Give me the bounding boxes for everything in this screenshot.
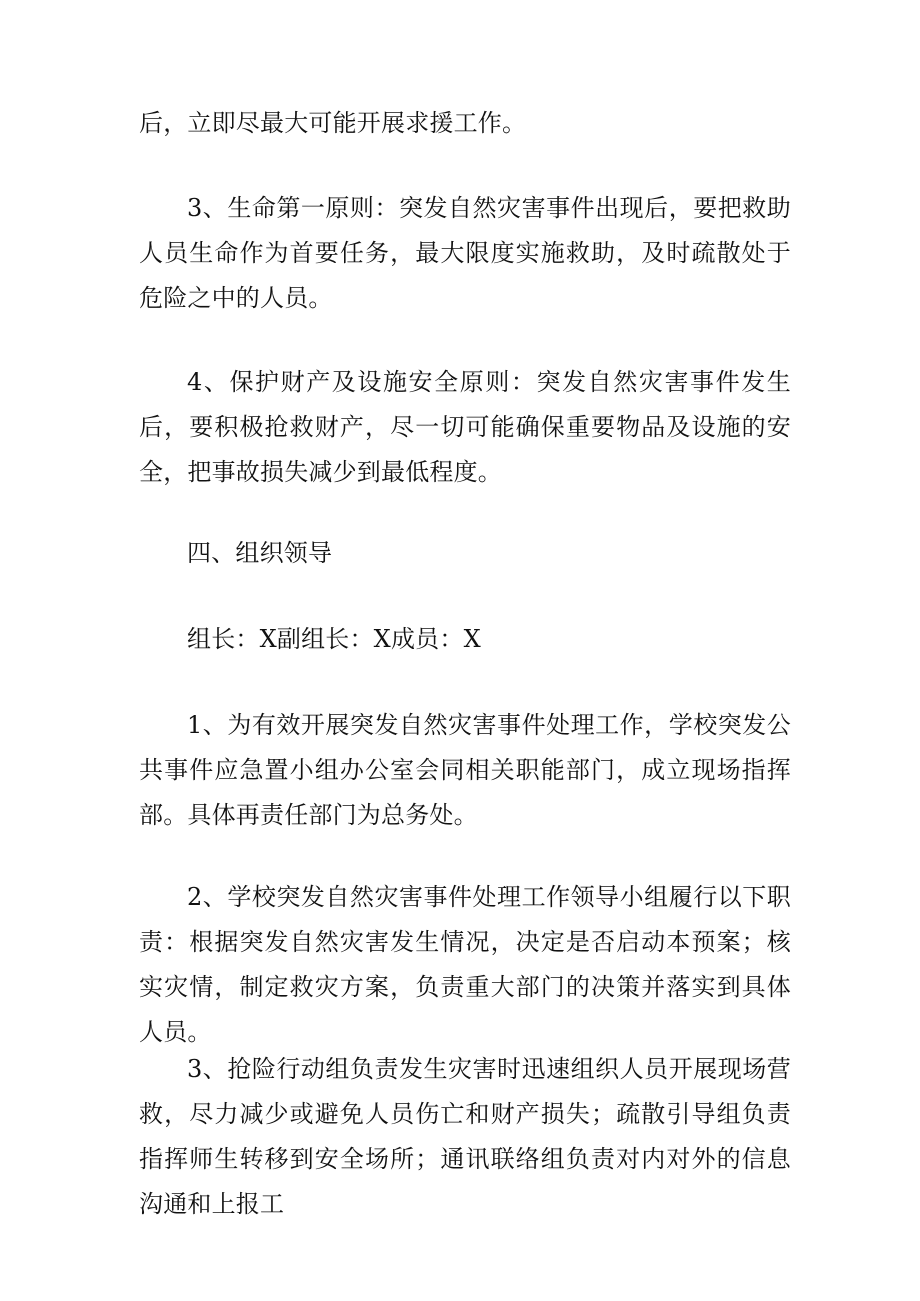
continuation-paragraph: 后，立即尽最大可能开展求援工作。	[139, 109, 527, 137]
team-members-line: 组长：X副组长：X成员：X	[187, 625, 481, 653]
principle-property-safety-paragraph: 4、保护财产及设施安全原则：突发自然灾害事件发生后，要积极抢救财产，尽一切可能确保重要物品及设施的安全，把事故损失减少到最低程度。	[139, 368, 791, 486]
duty-paragraph-3: 3、抢险行动组负责发生灾害时迅速组织人员开展现场营救，尽力减少或避免人员伤亡和财产损失；疏散引导组负责指挥师生转移到安全场所；通讯联络组负责对内对外的信息沟通和上报工	[139, 1055, 791, 1218]
duty-paragraph-2: 2、学校突发自然灾害事件处理工作领导小组履行以下职责：根据突发自然灾害发生情况，决定是否启动本预案；核实灾情，制定救灾方案，负责重大部门的决策并落实到具体人员。	[139, 883, 791, 1046]
duty-paragraph-1: 1、为有效开展突发自然灾害事件处理工作，学校突发公共事件应急置小组办公室会同相关职能部门，成立现场指挥部。具体再责任部门为总务处。	[139, 711, 791, 829]
section-heading-organization: 四、组织领导	[187, 539, 333, 567]
principle-life-first-paragraph: 3、生命第一原则：突发自然灾害事件出现后，要把救助人员生命作为首要任务，最大限度实施救助，及时疏散处于危险之中的人员。	[139, 194, 791, 312]
